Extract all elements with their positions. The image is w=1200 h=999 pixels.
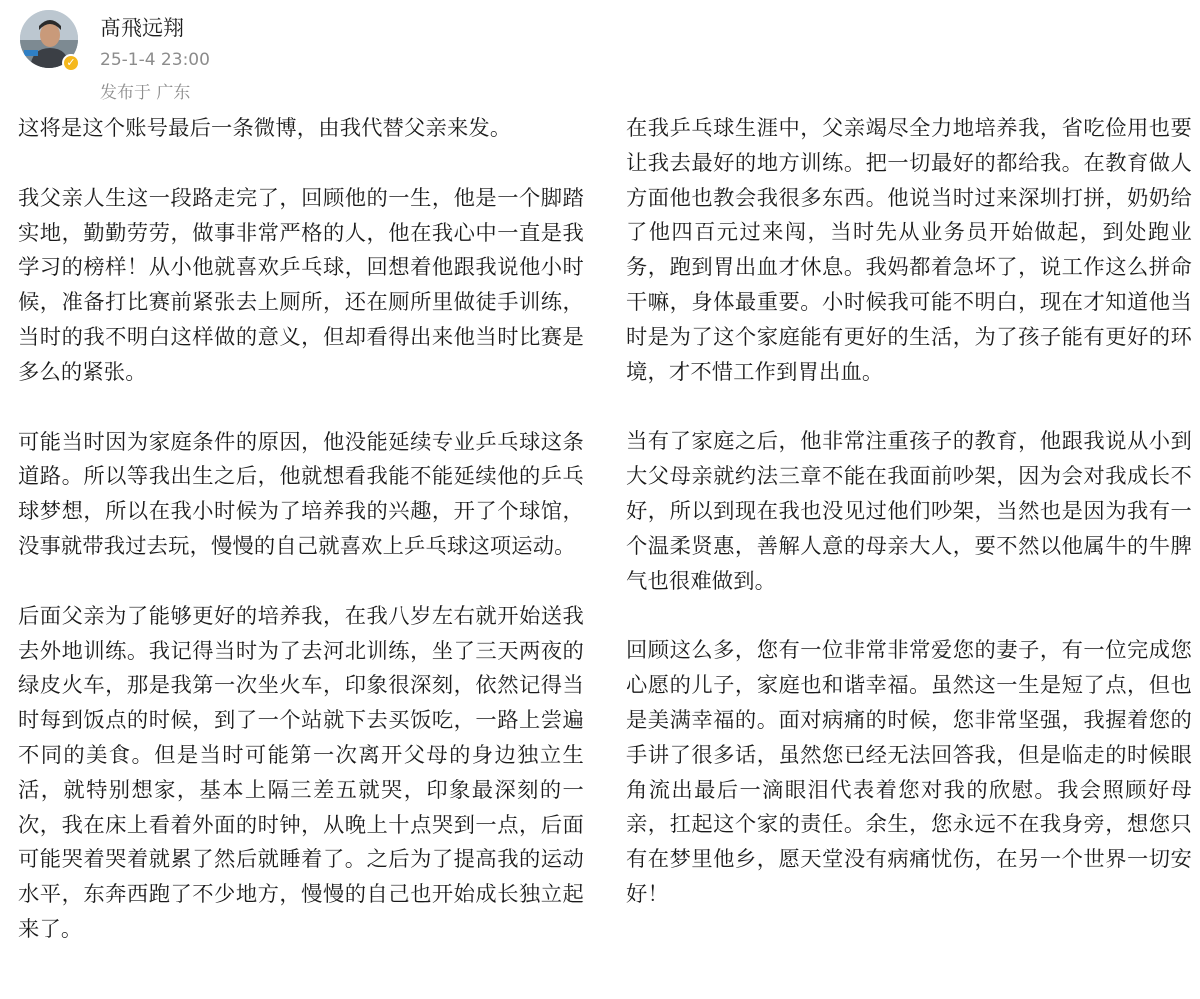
post-timestamp: 25-1-4 23:00 <box>100 50 210 70</box>
verified-badge-icon: ✓ <box>62 54 80 72</box>
post-paragraph: 回顾这么多，您有一位非常非常爱您的妻子，有一位完成您心愿的儿子，家庭也和谐幸福。虽然这一生是短了点，但也是美满幸福的。面对病痛的时候，您非常坚强，我握着您的手讲了很多话，虽然您已经无法回答我，但是临走的时候眼角流出最后一滴眼泪代表着您对我的欣慰。我会照顾好母亲，扛起这个家的责任。余生，您永远不在我身旁，想您只有在梦里他乡，愿天堂没有病痛忧伤，在另一个世界一切安好！ <box>626 638 1192 907</box>
post-paragraph: 后面父亲为了能够更好的培养我，在我八岁左右就开始送我去外地训练。我记得当时为了去河北训练，坐了三天两夜的绿皮火车，那是我第一次坐火车，印象很深刻，依然记得当时每到饭点的时候，到了一个站就下去买饭吃，一路上尝遍不同的美食。但是当时可能第一次离开父母的身边独立生活，就特别想家，基本上隔三差五就哭，印象最深刻的一次，我在床上看着外面的时钟，从晚上十点哭到一点，后面可能哭着哭着就累了然后就睡着了。之后为了提高我的运动水平，东奔西跑了不少地方，慢慢的自己也开始成长独立起来了。 <box>18 603 584 942</box>
post-paragraph: 我父亲人生这一段路走完了，回顾他的一生，他是一个脚踏实地，勤勤劳劳，做事非常严格的人，他在我心中一直是我学习的榜样！从小他就喜欢乒乓球，回想着他跟我说他小时候，准备打比赛前紧张去上厕所，还在厕所里做徒手训练，当时的我不明白这样做的意义，但却看得出来他当时比赛是多么的紧张。 <box>18 185 584 385</box>
post-paragraph: 这将是这个账号最后一条微博，由我代替父亲来发。 <box>18 116 512 141</box>
post-body-right-column <box>626 112 1192 948</box>
post-paragraph: 在我乒乓球生涯中，父亲竭尽全力地培养我，省吃俭用也要让我去最好的地方训练。把一切最好的都给我。在教育做人方面他也教会我很多东西。他说当时过来深圳打拼，奶奶给了他四百元过来闯，当时先从业务员开始做起，到处跑业务，跑到胃出血才休息。我妈都着急坏了，说工作这么拼命干嘛，身体最重要。小时候我可能不明白，现在才知道他当时是为了这个家庭能有更好的生活，为了孩子能有更好的环境，才不惜工作到胃出血。 <box>626 116 1192 385</box>
post-paragraph: 当有了家庭之后，他非常注重孩子的教育，他跟我说从小到大父母亲就约法三章不能在我面前吵架，因为会对我成长不好，所以到现在我也没见过他们吵架，当然也是因为我有一个温柔贤惠，善解人意的母亲大人，要不然以他属牛的牛脾气也很难做到。 <box>626 429 1192 594</box>
username[interactable]: 髙飛远翔 <box>100 16 184 40</box>
post-location: 发布于 广东 <box>100 83 191 103</box>
post-header <box>18 8 618 103</box>
post-body-left-column <box>18 112 584 983</box>
post-paragraph: 可能当时因为家庭条件的原因，他没能延续专业乒乓球这条道路。所以等我出生之后，他就想看我能不能延续他的乒乓球梦想，所以在我小时候为了培养我的兴趣，开了个球馆，没事就带我过去玩，慢慢的自己就喜欢上乒乓球这项运动。 <box>18 429 584 559</box>
